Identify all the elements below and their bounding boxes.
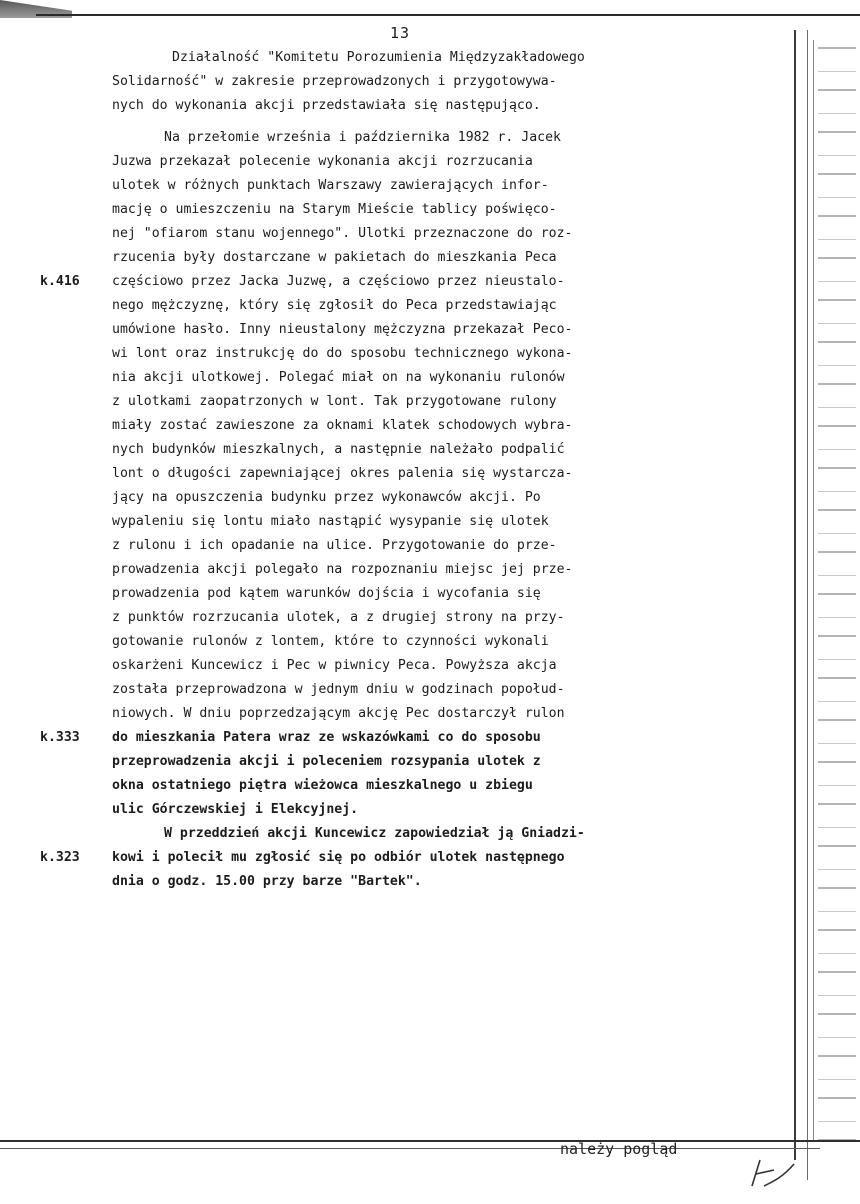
text-line bbox=[40, 94, 760, 118]
text-line bbox=[40, 774, 760, 798]
line-text: ulic Górczewskiej i Elekcyjnej. bbox=[112, 802, 359, 817]
text-line bbox=[40, 366, 760, 390]
text-line bbox=[40, 294, 760, 318]
line-text: umówione hasło. Inny nieustalony mężczyzna przekazał Peco- bbox=[112, 322, 573, 337]
line-text: nia akcji ulotkowej. Polegać miał on na wykonaniu rulonów bbox=[112, 370, 565, 385]
page-number: 13 bbox=[389, 24, 411, 42]
text-line bbox=[40, 582, 760, 606]
line-text: nego mężczyznę, który się zgłosił do Peca przedstawiając bbox=[112, 298, 557, 313]
line-text: Na przełomie września i października 1982 r. Jacek bbox=[164, 130, 561, 145]
line-text: z ulotkami zaopatrzonych w lont. Tak przygotowane rulony bbox=[112, 394, 557, 409]
paragraph-gap bbox=[40, 118, 760, 126]
text-line bbox=[40, 486, 760, 510]
text-line bbox=[40, 510, 760, 534]
text-line bbox=[40, 702, 760, 726]
text-line bbox=[40, 246, 760, 270]
line-text: nych budynków mieszkalnych, a następnie należało podpalić bbox=[112, 442, 565, 457]
text-line bbox=[40, 270, 760, 294]
text-line bbox=[40, 558, 760, 582]
bottom-edge-line bbox=[0, 1140, 860, 1142]
text-line bbox=[40, 390, 760, 414]
margin-reference: k.323 bbox=[40, 850, 80, 865]
text-line bbox=[40, 654, 760, 678]
text-line bbox=[40, 870, 760, 894]
text-line bbox=[40, 222, 760, 246]
text-line bbox=[40, 750, 760, 774]
line-text: kowi i polecił mu zgłosić się po odbiór ulotek następnego bbox=[112, 850, 565, 865]
text-line bbox=[40, 342, 760, 366]
line-text: do mieszkania Patera wraz ze wskazówkami co do sposobu bbox=[112, 730, 541, 745]
text-line bbox=[40, 630, 760, 654]
text-line bbox=[40, 46, 760, 70]
line-text: ulotek w różnych punktach Warszawy zawierających infor- bbox=[112, 178, 549, 193]
text-line bbox=[40, 126, 760, 150]
right-edge-line-faint bbox=[813, 40, 814, 1140]
text-line bbox=[40, 798, 760, 822]
line-text: nej "ofiarom stanu wojennego". Ulotki przeznaczone do roz- bbox=[112, 226, 573, 241]
bottom-edge-line-faint bbox=[0, 1148, 820, 1149]
line-text: dnia o godz. 15.00 przy barze "Bartek". bbox=[112, 874, 422, 889]
text-line bbox=[40, 462, 760, 486]
line-text: prowadzenia pod kątem warunków dojścia i wycofania się bbox=[112, 586, 541, 601]
document-body bbox=[40, 46, 760, 894]
line-text: Juzwa przekazał polecenie wykonania akcji rozrzucania bbox=[112, 154, 533, 169]
line-text: W przeddzień akcji Kuncewicz zapowiedział ją Gniadzi- bbox=[164, 826, 585, 841]
line-text: przeprowadzenia akcji i poleceniem rozsypania ulotek z bbox=[112, 754, 541, 769]
text-line bbox=[40, 150, 760, 174]
text-line bbox=[40, 606, 760, 630]
line-text: z rulonu i ich opadanie na ulice. Przygotowanie do prze- bbox=[112, 538, 557, 553]
text-line bbox=[40, 438, 760, 462]
text-line bbox=[40, 198, 760, 222]
right-edge-line-inner bbox=[807, 30, 808, 1180]
text-line bbox=[40, 414, 760, 438]
line-text: częściowo przez Jacka Juzwę, a częściowo przez nieustalo- bbox=[112, 274, 565, 289]
text-line bbox=[40, 318, 760, 342]
next-page-fragment: należy pogląd bbox=[560, 1140, 678, 1158]
line-text: Solidarność" w zakresie przeprowadzonych i przygotowywa- bbox=[112, 74, 557, 89]
line-text: oskarżeni Kuncewicz i Pec w piwnicy Peca. Powyższa akcja bbox=[112, 658, 557, 673]
margin-reference: k.416 bbox=[40, 274, 80, 289]
handwritten-mark bbox=[748, 1156, 798, 1190]
line-text: jący na opuszczenia budynku przez wykonawców akcji. Po bbox=[112, 490, 541, 505]
text-line bbox=[40, 534, 760, 558]
line-text: lont o długości zapewniającej okres palenia się wystarcza- bbox=[112, 466, 573, 481]
line-text: gotowanie rulonów z lontem, które to czynności wykonali bbox=[112, 634, 549, 649]
text-line bbox=[40, 174, 760, 198]
line-text: prowadzenia akcji polegało na rozpoznaniu miejsc jej prze- bbox=[112, 562, 573, 577]
text-line bbox=[40, 726, 760, 750]
line-text: została przeprowadzona w jednym dniu w godzinach popołud- bbox=[112, 682, 565, 697]
line-text: nych do wykonania akcji przedstawiała się następująco. bbox=[112, 98, 541, 113]
margin-reference: k.333 bbox=[40, 730, 80, 745]
text-line bbox=[40, 70, 760, 94]
line-text: rzucenia były dostarczane w pakietach do mieszkania Peca bbox=[112, 250, 557, 265]
line-text: z punktów rozrzucania ulotek, a z drugiej strony na przy- bbox=[112, 610, 565, 625]
text-line bbox=[40, 678, 760, 702]
line-text: miały zostać zawieszone za oknami klatek schodowych wybra- bbox=[112, 418, 573, 433]
text-line bbox=[40, 846, 760, 870]
line-text: niowych. W dniu poprzedzającym akcję Pec dostarczył rulon bbox=[112, 706, 565, 721]
line-text: okna ostatniego piętra wieżowca mieszkalnego u zbiegu bbox=[112, 778, 533, 793]
line-text: Działalność "Komitetu Porozumienia Międzyzakładowego bbox=[172, 50, 585, 65]
right-edge-line bbox=[794, 30, 796, 1160]
line-text: wypaleniu się lontu miało nastąpić wysypanie się ulotek bbox=[112, 514, 549, 529]
line-text: mację o umieszczeniu na Starym Mieście tablicy poświęco- bbox=[112, 202, 557, 217]
right-edge-scan-noise bbox=[818, 30, 856, 1160]
text-line bbox=[40, 822, 760, 846]
top-edge-line bbox=[36, 14, 860, 16]
line-text: wi lont oraz instrukcję do do sposobu technicznego wykona- bbox=[112, 346, 573, 361]
